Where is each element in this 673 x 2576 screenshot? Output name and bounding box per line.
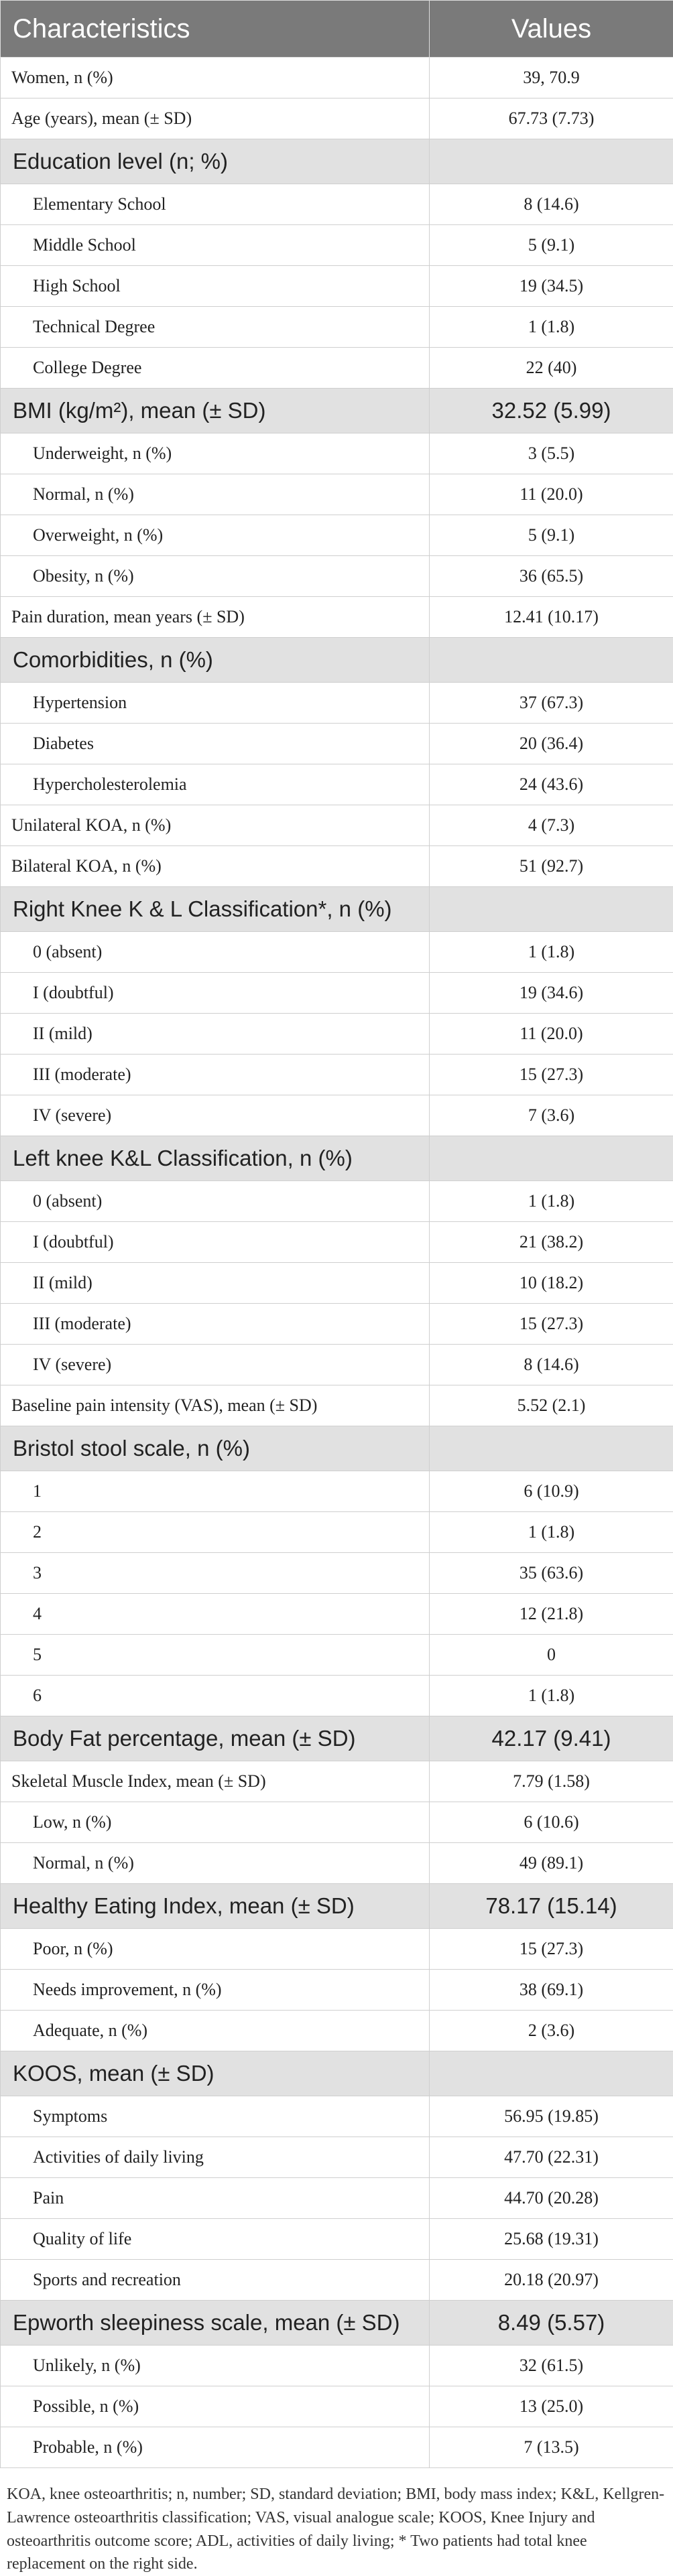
characteristic-value: 8.49 (5.57) xyxy=(430,2301,673,2346)
characteristic-label: Age (years), mean (± SD) xyxy=(1,98,430,139)
characteristic-value: 32 (61.5) xyxy=(430,2346,673,2386)
characteristic-label: Poor, n (%) xyxy=(1,1929,430,1970)
table-row xyxy=(1,2096,673,2137)
characteristic-label: Pain xyxy=(1,2178,430,2219)
table-section-row xyxy=(1,1136,673,1181)
header-characteristics: Characteristics xyxy=(1,1,430,58)
characteristic-value: 0 xyxy=(430,1635,673,1676)
characteristic-label: II (mild) xyxy=(1,1263,430,1304)
table-row xyxy=(1,724,673,764)
table-row xyxy=(1,1345,673,1385)
characteristic-value: 7.79 (1.58) xyxy=(430,1761,673,1802)
characteristic-label: Hypertension xyxy=(1,683,430,724)
characteristic-value: 38 (69.1) xyxy=(430,1970,673,2011)
characteristic-value: 4 (7.3) xyxy=(430,805,673,846)
characteristic-value: 19 (34.6) xyxy=(430,973,673,1014)
characteristic-value: 56.95 (19.85) xyxy=(430,2096,673,2137)
characteristic-label: I (doubtful) xyxy=(1,1222,430,1263)
table-row xyxy=(1,266,673,307)
characteristic-value: 37 (67.3) xyxy=(430,683,673,724)
characteristic-value: 22 (40) xyxy=(430,348,673,389)
characteristic-label: Possible, n (%) xyxy=(1,2386,430,2427)
characteristic-value: 1 (1.8) xyxy=(430,1512,673,1553)
table-row xyxy=(1,1635,673,1676)
table-row xyxy=(1,1304,673,1345)
table-row xyxy=(1,1181,673,1222)
characteristic-value: 12.41 (10.17) xyxy=(430,597,673,638)
table-section-row xyxy=(1,887,673,932)
characteristic-value: 19 (34.5) xyxy=(430,266,673,307)
characteristic-label: Hypercholesterolemia xyxy=(1,764,430,805)
characteristic-label: Adequate, n (%) xyxy=(1,2011,430,2051)
characteristic-label: 6 xyxy=(1,1676,430,1716)
characteristic-value: 67.73 (7.73) xyxy=(430,98,673,139)
characteristic-value: 11 (20.0) xyxy=(430,474,673,515)
characteristic-label: 5 xyxy=(1,1635,430,1676)
characteristic-label: BMI (kg/m²), mean (± SD) xyxy=(1,389,430,433)
characteristic-label: Low, n (%) xyxy=(1,1802,430,1843)
characteristic-label: Epworth sleepiness scale, mean (± SD) xyxy=(1,2301,430,2346)
characteristic-value: 15 (27.3) xyxy=(430,1304,673,1345)
characteristic-value: 36 (65.5) xyxy=(430,556,673,597)
characteristic-value: 21 (38.2) xyxy=(430,1222,673,1263)
characteristic-label: High School xyxy=(1,266,430,307)
characteristic-value: 13 (25.0) xyxy=(430,2386,673,2427)
characteristic-label: Diabetes xyxy=(1,724,430,764)
characteristic-value: 35 (63.6) xyxy=(430,1553,673,1594)
characteristic-value: 78.17 (15.14) xyxy=(430,1884,673,1929)
characteristic-label: 0 (absent) xyxy=(1,932,430,973)
characteristic-value: 1 (1.8) xyxy=(430,932,673,973)
characteristic-label: 3 xyxy=(1,1553,430,1594)
characteristic-label: Middle School xyxy=(1,225,430,266)
table-row xyxy=(1,2386,673,2427)
characteristic-value: 42.17 (9.41) xyxy=(430,1716,673,1761)
characteristic-value: 11 (20.0) xyxy=(430,1014,673,1055)
table-row xyxy=(1,1676,673,1716)
characteristic-value: 7 (3.6) xyxy=(430,1095,673,1136)
table-row xyxy=(1,1929,673,1970)
characteristic-label: Sports and recreation xyxy=(1,2260,430,2301)
characteristic-value: 8 (14.6) xyxy=(430,184,673,225)
characteristic-label: Women, n (%) xyxy=(1,58,430,98)
table-row xyxy=(1,1055,673,1095)
table-row xyxy=(1,2011,673,2051)
characteristic-value: 5 (9.1) xyxy=(430,515,673,556)
header-values: Values xyxy=(430,1,673,58)
table-row xyxy=(1,556,673,597)
characteristic-value: 10 (18.2) xyxy=(430,1263,673,1304)
table-row xyxy=(1,1263,673,1304)
characteristic-label: Needs improvement, n (%) xyxy=(1,1970,430,2011)
characteristic-label: Elementary School xyxy=(1,184,430,225)
table-row xyxy=(1,1471,673,1512)
table-footnote: KOA, knee osteoarthritis; n, number; SD, standard deviation; BMI, body mass index; K&L, Kellgren-Lawrence osteoarthritis classification; VAS, visual analogue scale; KOOS, Knee Injury and osteoarthritis outcome score; ADL, activities of daily living; * Two patients had total knee replacement on the right side. xyxy=(0,2468,673,2576)
table-section-row xyxy=(1,2051,673,2096)
table-section-row xyxy=(1,1426,673,1471)
table-row xyxy=(1,597,673,638)
characteristic-label: Obesity, n (%) xyxy=(1,556,430,597)
characteristic-value: 5.52 (2.1) xyxy=(430,1385,673,1426)
table-row xyxy=(1,98,673,139)
table-row xyxy=(1,307,673,348)
table-row xyxy=(1,348,673,389)
table-row xyxy=(1,2260,673,2301)
characteristic-value: 20.18 (20.97) xyxy=(430,2260,673,2301)
characteristic-label: Normal, n (%) xyxy=(1,474,430,515)
characteristic-label: III (moderate) xyxy=(1,1055,430,1095)
table-row xyxy=(1,1095,673,1136)
characteristic-value: 3 (5.5) xyxy=(430,433,673,474)
characteristic-value: 15 (27.3) xyxy=(430,1929,673,1970)
characteristic-value: 2 (3.6) xyxy=(430,2011,673,2051)
table-row xyxy=(1,58,673,98)
table-row xyxy=(1,225,673,266)
characteristic-label: 1 xyxy=(1,1471,430,1512)
table-section-row xyxy=(1,139,673,184)
table-row xyxy=(1,805,673,846)
table-row xyxy=(1,2178,673,2219)
characteristic-value: 8 (14.6) xyxy=(430,1345,673,1385)
characteristic-label: College Degree xyxy=(1,348,430,389)
table-row xyxy=(1,764,673,805)
characteristic-label: Underweight, n (%) xyxy=(1,433,430,474)
characteristic-label: Unlikely, n (%) xyxy=(1,2346,430,2386)
characteristic-label: Bilateral KOA, n (%) xyxy=(1,846,430,887)
table-row xyxy=(1,1843,673,1884)
table-row xyxy=(1,2137,673,2178)
table-row xyxy=(1,683,673,724)
characteristic-value xyxy=(430,1136,673,1181)
characteristic-value: 7 (13.5) xyxy=(430,2427,673,2468)
characteristic-label: Baseline pain intensity (VAS), mean (± SD) xyxy=(1,1385,430,1426)
characteristic-label: IV (severe) xyxy=(1,1345,430,1385)
table-row xyxy=(1,184,673,225)
table-body xyxy=(1,58,673,2468)
characteristic-label: Healthy Eating Index, mean (± SD) xyxy=(1,1884,430,1929)
characteristic-label: Unilateral KOA, n (%) xyxy=(1,805,430,846)
characteristic-label: Skeletal Muscle Index, mean (± SD) xyxy=(1,1761,430,1802)
table-row xyxy=(1,1512,673,1553)
characteristic-value: 12 (21.8) xyxy=(430,1594,673,1635)
table-row xyxy=(1,1385,673,1426)
characteristic-label: Comorbidities, n (%) xyxy=(1,638,430,683)
table-row xyxy=(1,1553,673,1594)
characteristic-value: 1 (1.8) xyxy=(430,1181,673,1222)
characteristic-value xyxy=(430,1426,673,1471)
characteristic-label: Education level (n; %) xyxy=(1,139,430,184)
characteristic-label: Left knee K&L Classification, n (%) xyxy=(1,1136,430,1181)
characteristic-value xyxy=(430,2051,673,2096)
characteristic-value xyxy=(430,638,673,683)
characteristic-label: Activities of daily living xyxy=(1,2137,430,2178)
characteristic-value: 49 (89.1) xyxy=(430,1843,673,1884)
characteristic-label: III (moderate) xyxy=(1,1304,430,1345)
characteristic-value: 32.52 (5.99) xyxy=(430,389,673,433)
table-row xyxy=(1,2427,673,2468)
characteristic-value: 1 (1.8) xyxy=(430,1676,673,1716)
characteristic-value: 15 (27.3) xyxy=(430,1055,673,1095)
characteristic-label: II (mild) xyxy=(1,1014,430,1055)
characteristic-value xyxy=(430,139,673,184)
characteristic-label: Right Knee K & L Classification*, n (%) xyxy=(1,887,430,932)
characteristic-value: 24 (43.6) xyxy=(430,764,673,805)
characteristic-label: Body Fat percentage, mean (± SD) xyxy=(1,1716,430,1761)
characteristic-label: I (doubtful) xyxy=(1,973,430,1014)
characteristic-label: Symptoms xyxy=(1,2096,430,2137)
characteristic-label: Normal, n (%) xyxy=(1,1843,430,1884)
table-section-row xyxy=(1,2301,673,2346)
characteristic-label: Overweight, n (%) xyxy=(1,515,430,556)
characteristic-label: Pain duration, mean years (± SD) xyxy=(1,597,430,638)
characteristic-label: Quality of life xyxy=(1,2219,430,2260)
table-section-row xyxy=(1,389,673,433)
table-row xyxy=(1,846,673,887)
characteristic-label: Probable, n (%) xyxy=(1,2427,430,2468)
table-row xyxy=(1,932,673,973)
characteristic-label: Technical Degree xyxy=(1,307,430,348)
table-row xyxy=(1,973,673,1014)
characteristic-label: Bristol stool scale, n (%) xyxy=(1,1426,430,1471)
table-section-row xyxy=(1,638,673,683)
table-section-row xyxy=(1,1716,673,1761)
table-section-row xyxy=(1,1884,673,1929)
table-row xyxy=(1,2219,673,2260)
characteristic-label: IV (severe) xyxy=(1,1095,430,1136)
characteristic-label: 4 xyxy=(1,1594,430,1635)
table-row xyxy=(1,474,673,515)
characteristic-value: 5 (9.1) xyxy=(430,225,673,266)
table-row xyxy=(1,1594,673,1635)
table-row xyxy=(1,1222,673,1263)
table-header-row xyxy=(1,1,673,58)
characteristic-value: 47.70 (22.31) xyxy=(430,2137,673,2178)
table-row xyxy=(1,2346,673,2386)
characteristic-value: 1 (1.8) xyxy=(430,307,673,348)
table-row xyxy=(1,433,673,474)
table-row xyxy=(1,1014,673,1055)
table-row xyxy=(1,1761,673,1802)
characteristic-label: 0 (absent) xyxy=(1,1181,430,1222)
characteristic-value: 6 (10.6) xyxy=(430,1802,673,1843)
characteristic-label: 2 xyxy=(1,1512,430,1553)
table-row xyxy=(1,1802,673,1843)
characteristic-label: KOOS, mean (± SD) xyxy=(1,2051,430,2096)
characteristic-value xyxy=(430,887,673,932)
table-row xyxy=(1,1970,673,2011)
characteristic-value: 6 (10.9) xyxy=(430,1471,673,1512)
characteristic-value: 25.68 (19.31) xyxy=(430,2219,673,2260)
characteristic-value: 51 (92.7) xyxy=(430,846,673,887)
characteristic-value: 20 (36.4) xyxy=(430,724,673,764)
characteristic-value: 39, 70.9 xyxy=(430,58,673,98)
characteristic-value: 44.70 (20.28) xyxy=(430,2178,673,2219)
table-row xyxy=(1,515,673,556)
